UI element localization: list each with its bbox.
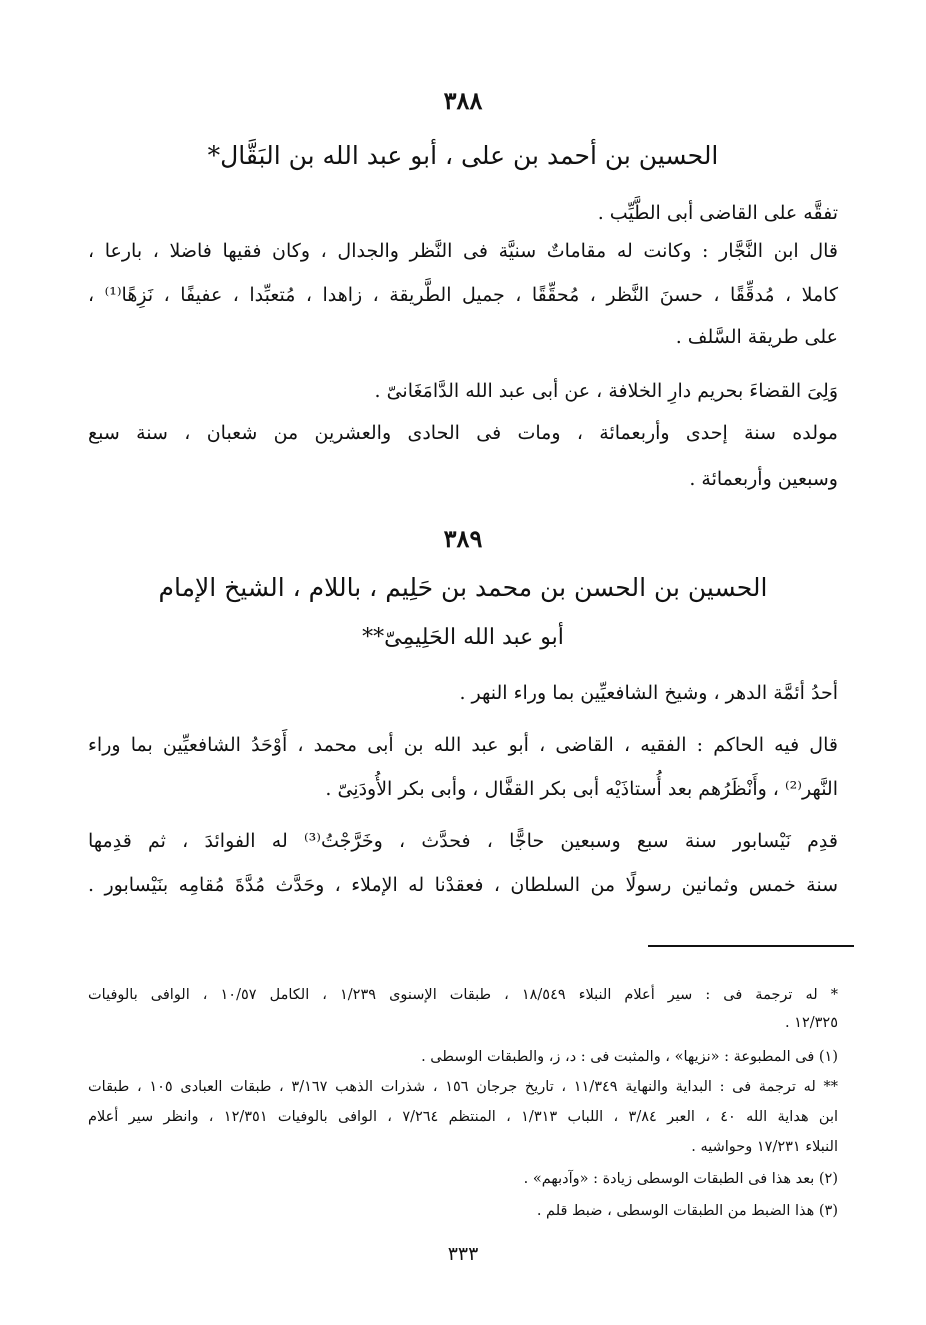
footnote-line: (٣) هذا الضبط من الطبقات الوسطى ، ضبط قلم . bbox=[536, 1203, 838, 1219]
footnote-line: * له ترجمة فى : سير أعلام النبلاء ١٨/٥٤٩ ، طبقات الإسنوى ١/٢٣٩ ، الكامل ١٠/٥٧ ، الوافى بالوفيات bbox=[88, 987, 838, 1003]
body-line: كاملا ، مُدقِّقًا ، حسنَ النَّظر ، مُحقِّقًا ، جميل الطَّريقة ، زاهدا ، مُتعبِّدا ، عفيفًا ، نَزِهًا⁽¹⁾ ، bbox=[88, 284, 838, 306]
body-line: قدِم نَيْسابور سنة سبع وسبعين حاجًّا ، فحدَّث ، وخَرَّجْتُ⁽³⁾ له الفوائدَ ، ثم قدِمها bbox=[88, 830, 838, 852]
footnote-line: ١٢/٣٢٥ . bbox=[784, 1015, 838, 1031]
body-line: النَّهر⁽²⁾ ، وأَنْظَرُهم بعد أُستاذَيْه أبى بكر القفَّال ، وأبى بكر الأُودَنِىّ . bbox=[325, 778, 838, 800]
body-line: وَلِىَ القضاءَ بحريم دارِ الخلافة ، عن أبى عبد الله الدَّامَغَانىّ . bbox=[374, 380, 838, 402]
footnote-line: ** له ترجمة فى : البداية والنهاية ١١/٣٤٩ ، تاريخ جرجان ١٥٦ ، شذرات الذهب ٣/١٦٧ ، طبقات العبادى ١٠٥ ، طبقات bbox=[88, 1079, 838, 1095]
body-line: قال فيه الحاكم : الفقيه ، القاضى ، أبو عبد الله بن أبى محمد ، أَوْحَدُ الشافعيِّين بما وراء bbox=[88, 734, 838, 756]
entry-number: ٣٨٩ bbox=[443, 524, 483, 553]
entry-heading: الحسين بن أحمد بن على ، أبو عبد الله بن البَقَّال* bbox=[207, 141, 719, 170]
body-line: تفقَّه على القاضى أبى الطَّيِّب . bbox=[597, 202, 838, 224]
body-line: قال ابن النَّجَّار : وكانت له مقاماتٌ سنيَّة فى النَّظر والجدال ، وكان فقيها فاضلا ، بارعا ، bbox=[88, 240, 838, 262]
footnote-line: النبلاء ١٧/٢٣١ وحواشيه . bbox=[691, 1139, 838, 1155]
footnote-divider bbox=[648, 945, 854, 947]
footnote-line: ابن هداية الله ٤٠ ، العبر ٣/٨٤ ، اللباب ١/٣١٣ ، المنتظم ٧/٢٦٤ ، الوافى بالوفيات ١٢/٣٥١ ، وانظر سير أعلام bbox=[88, 1109, 839, 1125]
footnote-line: (١) فى المطبوعة : «نزيها» ، والمثبت فى : د، ز، والطبقات الوسطى . bbox=[421, 1049, 838, 1065]
body-line: أحدُ أئمَّة الدهر ، وشيخ الشافعيِّين بما وراء النهر . bbox=[459, 682, 838, 704]
body-line: على طريقة السَّلف . bbox=[675, 326, 838, 348]
body-line: مولده سنة إحدى وأربعمائة ، ومات فى الحادى والعشرين من شعبان ، سنة سبع bbox=[88, 422, 838, 444]
body-line: سنة خمس وثمانين رسولًا من السلطان ، فعقدْنا له الإملاء ، وحَدَّث مُدَّةَ مُقامِه بنَيْسابور . bbox=[88, 874, 838, 896]
entry-number: ٣٨٨ bbox=[443, 86, 483, 115]
footnote-line: (٢) بعد هذا فى الطبقات الوسطى زيادة : «وآدبهم» . bbox=[523, 1171, 838, 1187]
entry-heading: الحسين بن الحسن بن محمد بن حَلِيم ، باللام ، الشيخ الإمام bbox=[158, 573, 768, 602]
page-number: ٣٣٣ bbox=[447, 1243, 479, 1265]
body-line: وسبعين وأربعمائة . bbox=[689, 468, 838, 490]
entry-heading-continued: أبو عبد الله الحَلِيمِىّ** bbox=[362, 625, 564, 650]
